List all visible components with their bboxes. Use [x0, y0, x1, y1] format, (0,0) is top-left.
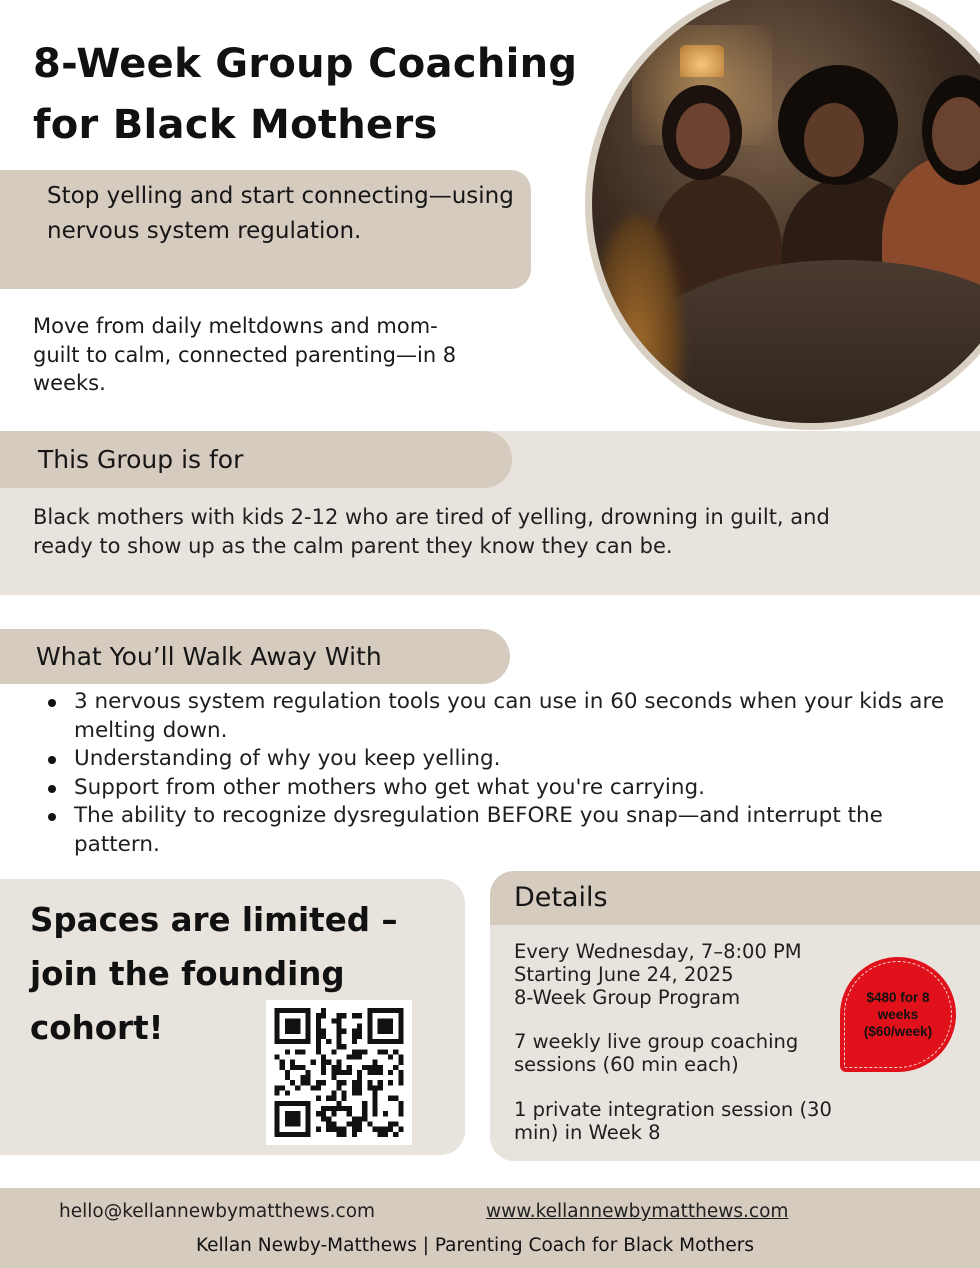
schedule-program: 8-Week Group Program [514, 986, 741, 1009]
price-badge-text: $480 for 8 weeks ($60/week) [863, 990, 933, 1039]
subtitle: Move from daily meltdowns and mom-guilt to calm, connected parenting—in 8 weeks. [33, 314, 457, 395]
list-item: The ability to recognize dysregulation BEFORE you snap—and interrupt the pattern. [44, 802, 964, 859]
outcomes-heading: What You’ll Walk Away With [36, 642, 382, 671]
schedule-day: Every Wednesday, 7–8:00 PM [514, 940, 802, 963]
details-sessions: 7 weekly live group coaching sessions (60 min each) [514, 1030, 799, 1076]
group-of-women-photo [585, 0, 980, 430]
cta-text: Spaces are limited – join the founding cohort! [30, 901, 398, 1047]
list-item: Understanding of why you keep yelling. [44, 745, 964, 774]
outcomes-list [44, 688, 964, 860]
price-badge [840, 957, 956, 1072]
audience-heading: This Group is for [38, 445, 244, 474]
audience-text: Black mothers with kids 2-12 who are tired of yelling, drowning in guilt, and ready to show up as the calm parent they know they can be. [33, 505, 830, 558]
lamp-icon [680, 45, 724, 77]
list-item: 3 nervous system regulation tools you can use in 60 seconds when your kids are melting down. [44, 688, 964, 745]
tagline: Stop yelling and start connecting—using nervous system regulation. [47, 183, 514, 244]
page-title: 8-Week Group Coaching for Black Mothers [33, 41, 578, 148]
qr-code-icon[interactable] [266, 1000, 412, 1145]
details-heading: Details [514, 882, 608, 913]
schedule-start: Starting June 24, 2025 [514, 963, 734, 986]
list-item: Support from other mothers who get what you're carrying. [44, 774, 964, 803]
details-private: 1 private integration session (30 min) in Week 8 [514, 1098, 832, 1144]
website-link[interactable]: www.kellannewbymatthews.com [486, 1201, 789, 1222]
footer-tagline: Kellan Newby-Matthews | Parenting Coach for Black Mothers [195, 1235, 755, 1256]
details-schedule [514, 940, 864, 1009]
email-link[interactable]: hello@kellannewbymatthews.com [59, 1201, 376, 1222]
